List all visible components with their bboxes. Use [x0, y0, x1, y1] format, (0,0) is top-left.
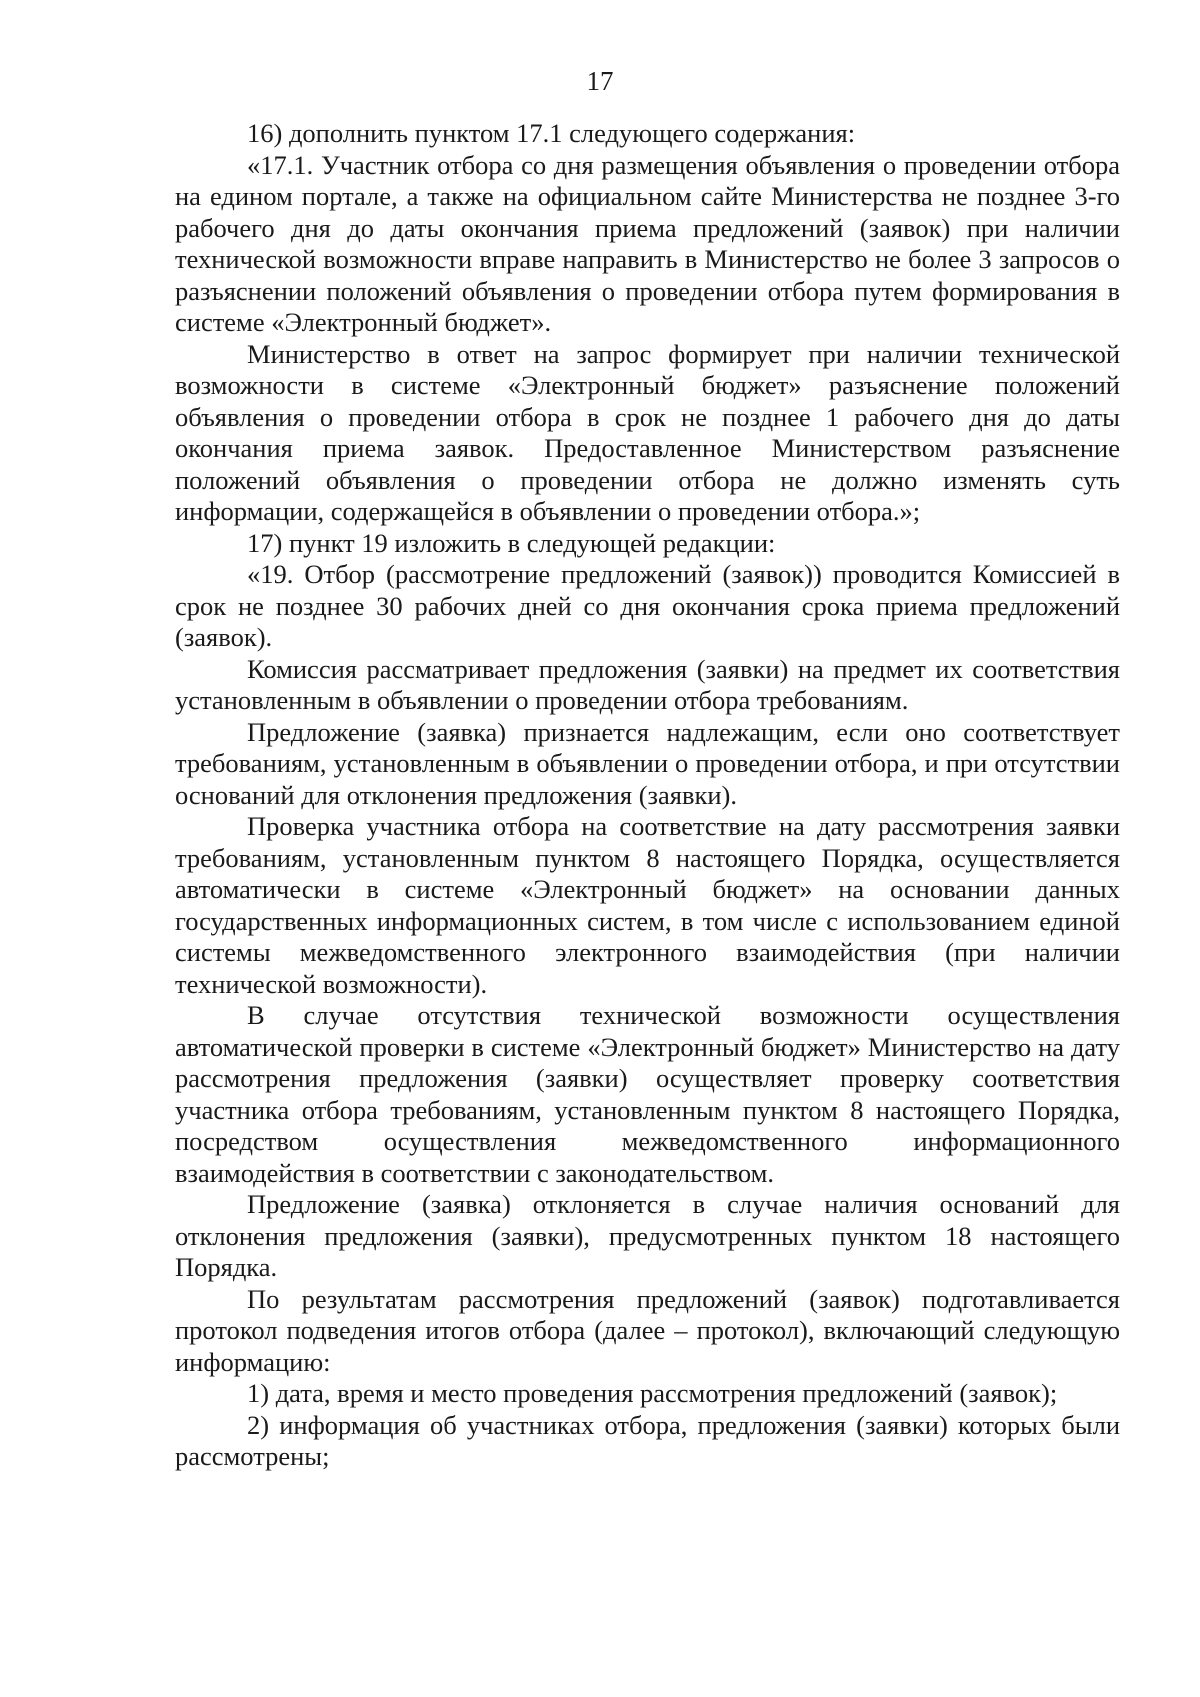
paragraph: Проверка участника отбора на соответствие на дату рассмотрения заявки требованиям, установленным пунктом 8 настоящего Порядка, осуществляется автоматически в системе «Электронный бюджет» на основании данных государственных информационных систем, в том числе с использованием единой системы межведомственного электронного взаимодействия (при наличии технической возможности).: [175, 811, 1120, 999]
paragraph: 17) пункт 19 изложить в следующей редакции:: [247, 527, 776, 558]
paragraph: По результатам рассмотрения предложений (заявок) подготавливается протокол подведения итогов отбора (далее – протокол), включающий следующую информацию:: [175, 1283, 1120, 1377]
paragraph: 16) дополнить пунктом 17.1 следующего содержания:: [247, 118, 856, 148]
paragraph: «19. Отбор (рассмотрение предложений (заявок)) проводится Комиссией в срок не позднее 30 рабочих дней со дня окончания срока приема предложений (заявок).: [175, 559, 1120, 652]
paragraph: Комиссия рассматривает предложения (заявки) на предмет их соответствия установленным в объявлении о проведении отбора требованиям.: [175, 653, 1120, 715]
document-body: [175, 118, 1120, 1473]
paragraph: 1) дата, время и место проведения рассмотрения предложений (заявок);: [247, 1378, 1058, 1408]
paragraph: Предложение (заявка) признается надлежащим, если оно соответствует требованиям, установленным в объявлении о проведении отбора, и при отсутствии оснований для отклонения предложения (заявки).: [175, 716, 1120, 810]
paragraph: В случае отсутствия технической возможности осуществления автоматической проверки в системе «Электронный бюджет» Министерство на дату рассмотрения предложения (заявки) осуществляет проверку соответствия участника отбора требованиям, установленным пунктом 8 настоящего Порядка, посредством осуществления межведомственного информационного взаимодействия в соответствии с законодательством.: [175, 1000, 1120, 1188]
page-number: 17: [586, 66, 614, 96]
paragraph: 2) информация об участниках отбора, предложения (заявки) которых были рассмотрены;: [175, 1409, 1120, 1471]
paragraph: Предложение (заявка) отклоняется в случае наличия оснований для отклонения предложения (заявки), предусмотренных пунктом 18 настоящего Порядка.: [175, 1189, 1120, 1282]
paragraph: Министерство в ответ на запрос формирует при наличии технической возможности в системе «Электронный бюджет» разъяснение положений объявления о проведении отбора в срок не позднее 1 рабочего дня до даты окончания приема заявок. Предоставленное Министерством разъяснение положений объявления о проведении отбора не должно изменять суть информации, содержащейся в объявлении о проведении отбора.»;: [175, 338, 1120, 526]
paragraph: «17.1. Участник отбора со дня размещения объявления о проведении отбора на едином портале, а также на официальном сайте Министерства не позднее 3-го рабочего дня до даты окончания приема предложений (заявок) при наличии технической возможности вправе направить в Министерство не более 3 запросов о разъяснении положений объявления о проведении отбора путем формирования в системе «Электронный бюджет».: [175, 149, 1120, 337]
